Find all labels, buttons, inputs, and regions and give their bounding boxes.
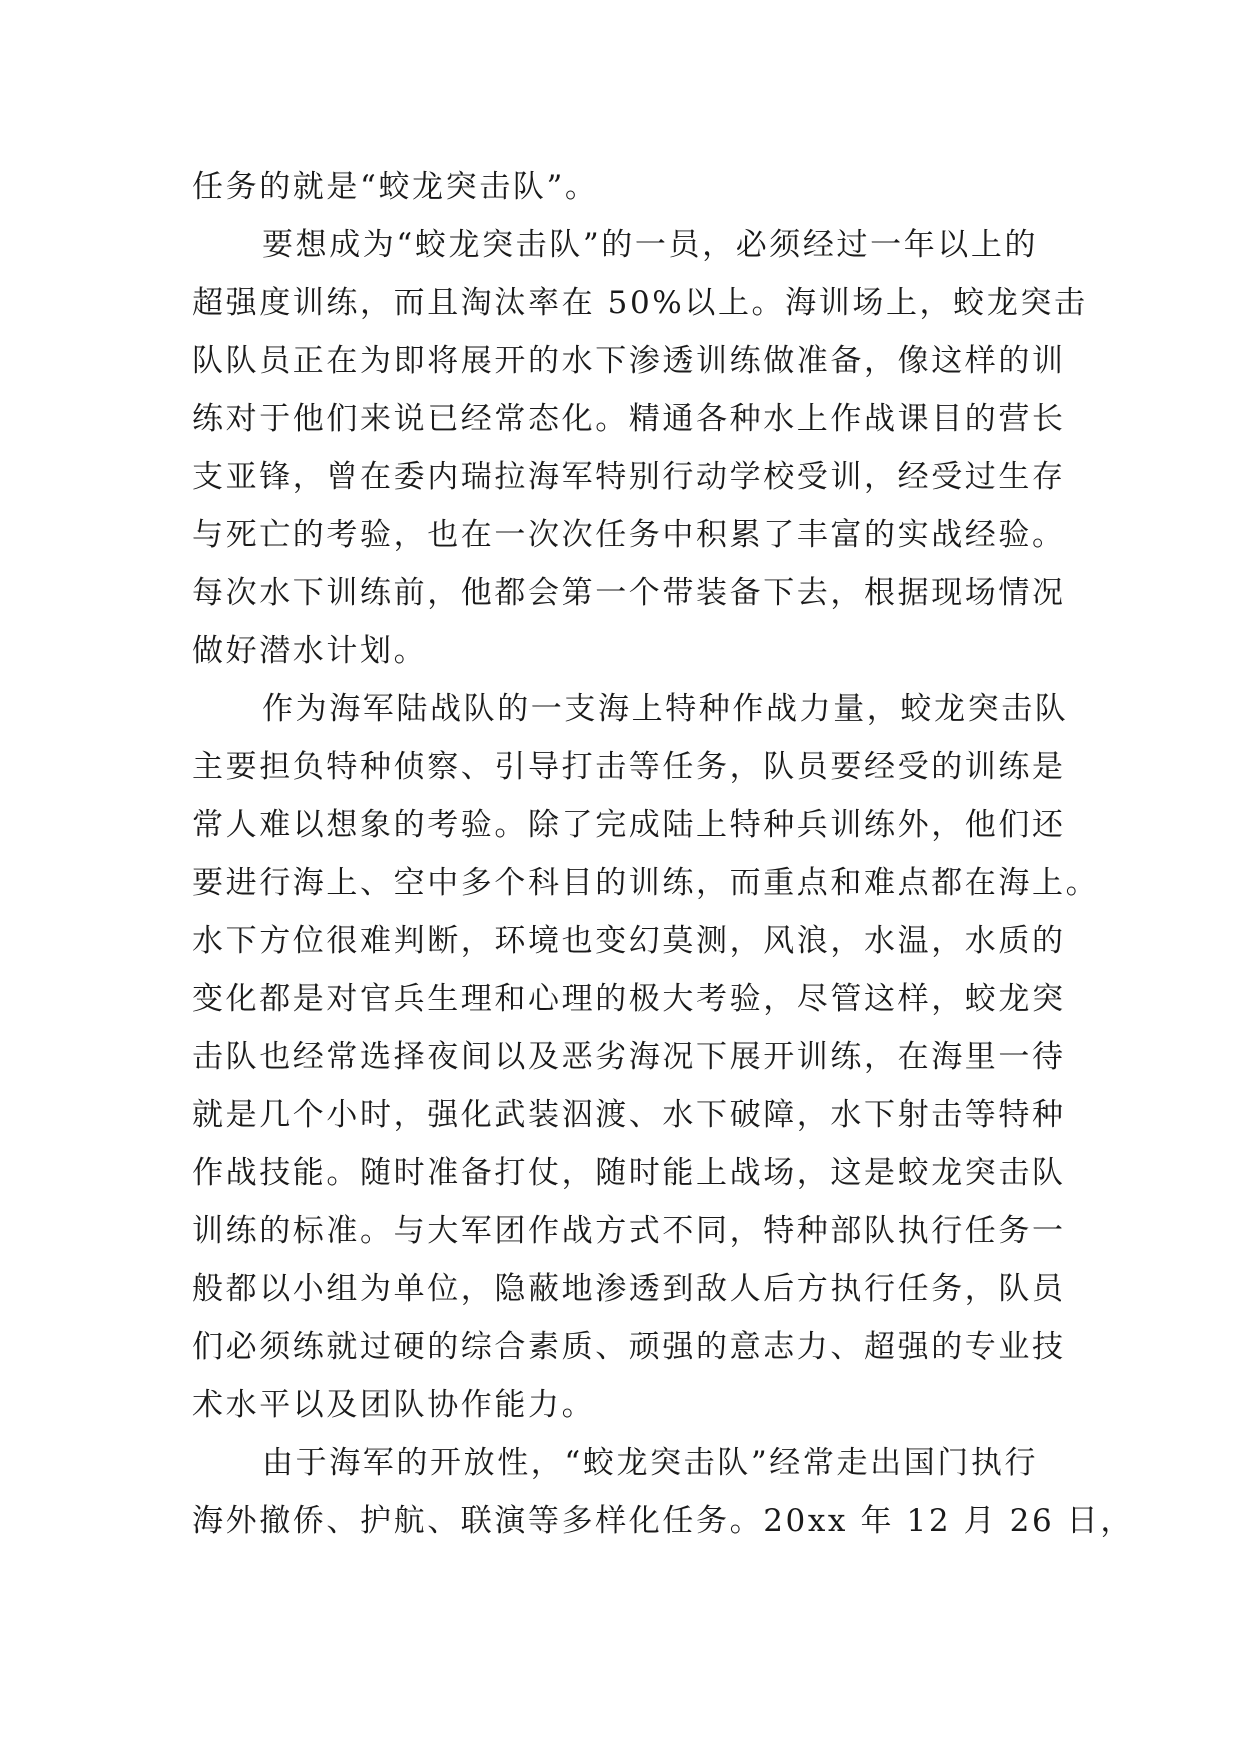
text-line: 任务的就是“蛟龙突击队”。 (192, 169, 599, 205)
text-line: 术水平以及团队协作能力。 (192, 1387, 596, 1423)
text-line: 海外撤侨、护航、联演等多样化任务。20xx 年 12 月 26 日， (192, 1503, 1134, 1539)
text-line: 水下方位很难判断，环境也变幻莫测，风浪，水温，水质的 (192, 923, 1066, 959)
text-line: 超强度训练，而且淘汰率在 50%以上。海训场上，蛟龙突击 (192, 285, 1088, 321)
text-line: 主要担负特种侦察、引导打击等任务，队员要经受的训练是 (192, 749, 1066, 785)
text-line: 变化都是对官兵生理和心理的极大考验，尽管这样，蛟龙突 (192, 981, 1066, 1017)
text-line: 就是几个小时，强化武装泅渡、水下破障，水下射击等特种 (192, 1097, 1066, 1133)
text-line: 击队也经常选择夜间以及恶劣海况下展开训练，在海里一待 (192, 1039, 1066, 1075)
paragraph-start-line: 由于海军的开放性，“蛟龙突击队”经常走出国门执行 (262, 1445, 1039, 1481)
text-line: 与死亡的考验，也在一次次任务中积累了丰富的实战经验。 (192, 517, 1066, 553)
text-line: 做好潜水计划。 (192, 633, 428, 669)
text-line: 要进行海上、空中多个科目的训练，而重点和难点都在海上。 (192, 865, 1100, 901)
body-text (192, 158, 1134, 1550)
paragraph-start-line: 要想成为“蛟龙突击队”的一员，必须经过一年以上的 (262, 227, 1039, 263)
text-line: 般都以小组为单位，隐蔽地渗透到敌人后方执行任务，队员 (192, 1271, 1066, 1307)
text-line: 们必须练就过硬的综合素质、顽强的意志力、超强的专业技 (192, 1329, 1066, 1365)
text-line: 作战技能。随时准备打仗，随时能上战场，这是蛟龙突击队 (192, 1155, 1066, 1191)
text-line: 队队员正在为即将展开的水下渗透训练做准备，像这样的训 (192, 343, 1066, 379)
paragraph-start-line: 作为海军陆战队的一支海上特种作战力量，蛟龙突击队 (262, 691, 1069, 727)
text-line: 练对于他们来说已经常态化。精通各种水上作战课目的营长 (192, 401, 1066, 437)
text-line: 每次水下训练前，他都会第一个带装备下去，根据现场情况 (192, 575, 1066, 611)
text-line: 常人难以想象的考验。除了完成陆上特种兵训练外，他们还 (192, 807, 1066, 843)
text-line: 训练的标准。与大军团作战方式不同，特种部队执行任务一 (192, 1213, 1066, 1249)
text-line: 支亚锋，曾在委内瑞拉海军特别行动学校受训，经受过生存 (192, 459, 1066, 495)
